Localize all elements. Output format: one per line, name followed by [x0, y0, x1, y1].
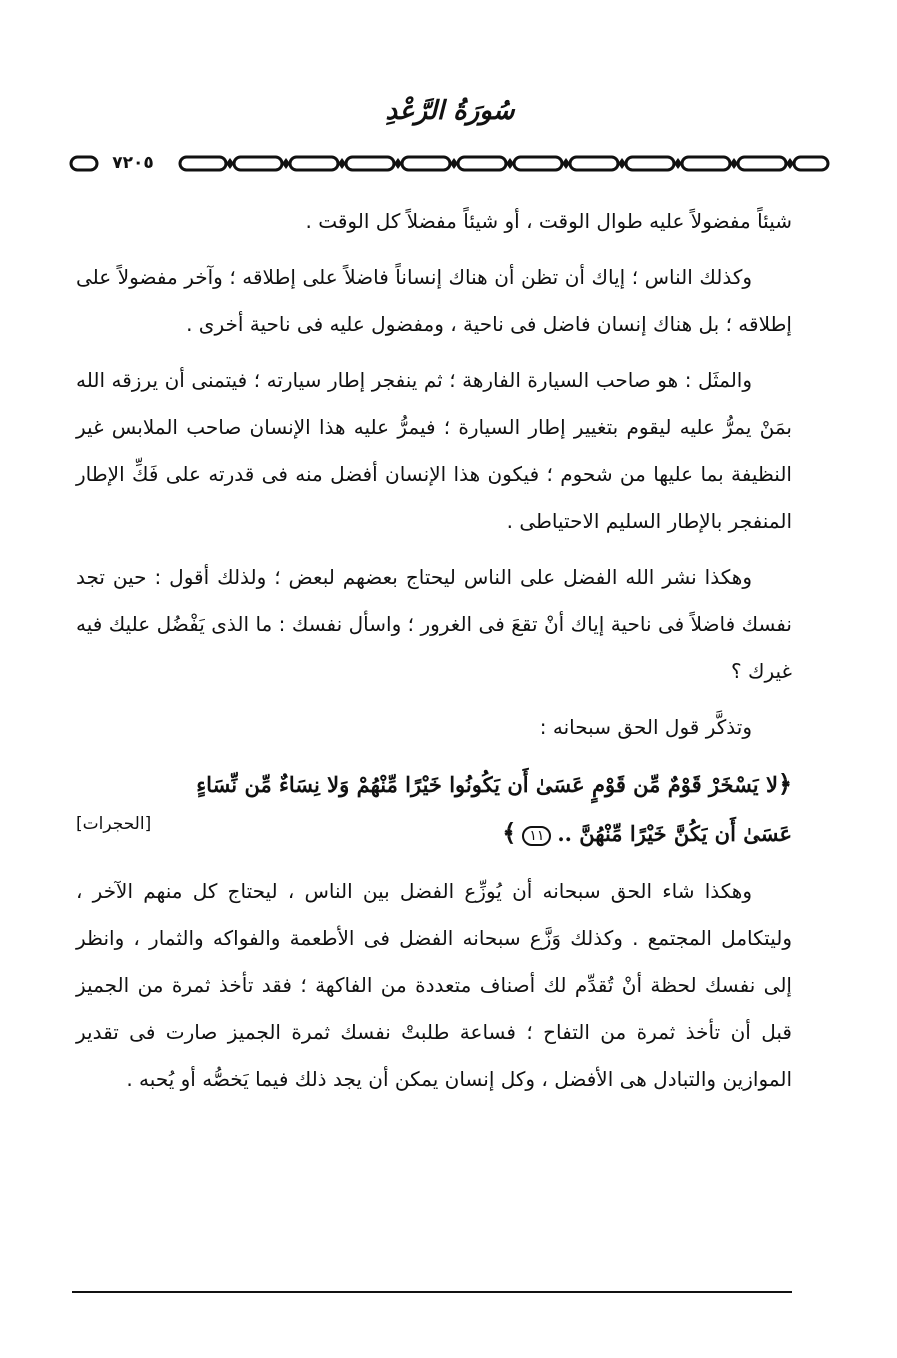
verse-line-2 [76, 809, 792, 858]
footer-rule [72, 1291, 792, 1293]
verse-line-1 [76, 760, 792, 809]
paragraph-4: وهكذا نشر الله الفضل على الناس ليحتاج بعضهم لبعض ؛ ولذلك أقول : حين تجد نفسك فاضلاً فى ناحية إياك أنْ تقعَ فى الغرور ؛ واسأل نفسك : ما الذى يَفْضُل عليك فيه غيرك ؟ [76, 565, 792, 683]
paragraph-1: شيئاً مفضولاً عليه طوال الوقت ، أو شيئاً مفضلاً كل الوقت . [305, 209, 792, 233]
page-number: ٧٢٠٥ [100, 151, 166, 175]
paragraph-3: والمثَل : هو صاحب السيارة الفارهة ؛ ثم ينفجر إطار سيارته ؛ فيتمنى أن يرزقه الله بمَنْ يمرُّ عليه ليقوم بتغيير إطار السيارة ؛ فيمرُّ عليه هذا الإنسان صاحب الملابس غير النظيفة بما عليها من شحوم ؛ فيكون هذا الإنسان أفضل منه فى قدرته على فَكِّ الإطار المنفجر بالإطار السليم الاحتياطى . [76, 368, 792, 533]
paragraph-2: وكذلك الناس ؛ إياك أن تظن أن هناك إنساناً فاضلاً على إطلاقه ؛ وآخر مفضولاً على إطلاقه ؛ بل هناك إنسان فاضل فى ناحية ، ومفضول عليه فى ناحية أخرى . [76, 265, 792, 336]
verse-open-brace: ﴿ [777, 769, 792, 798]
verse-text-1: لا يَسْخَرْ قَوْمٌ مِّن قَوْمٍ عَسَىٰ أَن يَكُونُوا خَيْرًا مِّنْهُمْ وَلا نِسَاءٌ مِّن نِّسَاءٍ [196, 772, 778, 797]
surah-reference: [الحجرات] [76, 814, 152, 834]
surah-title: سُورَةُ الرَّعْدِ [385, 96, 515, 126]
verse-close-brace: ﴾ [502, 818, 517, 847]
decorative-border [68, 150, 832, 178]
paragraph-5: وتذكَّر قول الحق سبحانه : [539, 715, 752, 739]
paragraph-6: وهكذا شاء الحق سبحانه أن يُوزِّع الفضل بين الناس ، ليحتاج كل منهم الآخر ، وليتكامل المجتمع . وكذلك وَزَّع سبحانه الفضل فى الأطعمة والفواكه والثمار ، وانظر إلى نفسك لحظة أنْ تُقدِّم لك أصناف متعددة من الفاكهة ؛ فقد تأخذ ثمرة من الجميز قبل أن تأخذ ثمرة من التفاح ؛ فساعة طلبتْ نفسك ثمرة الجميز صارت فى تقدير الموازين والتبادل هى الأفضل ، وكل إنسان يمكن أن يجد ذلك فيما يَخصُّه أو يُحبه . [76, 879, 792, 1091]
main-text [76, 198, 792, 1112]
quran-verse [76, 760, 792, 858]
ayah-number: ١١ [522, 826, 551, 846]
verse-text-2: عَسَىٰ أَن يَكُنَّ خَيْرًا مِّنْهُنَّ .. [557, 821, 792, 846]
